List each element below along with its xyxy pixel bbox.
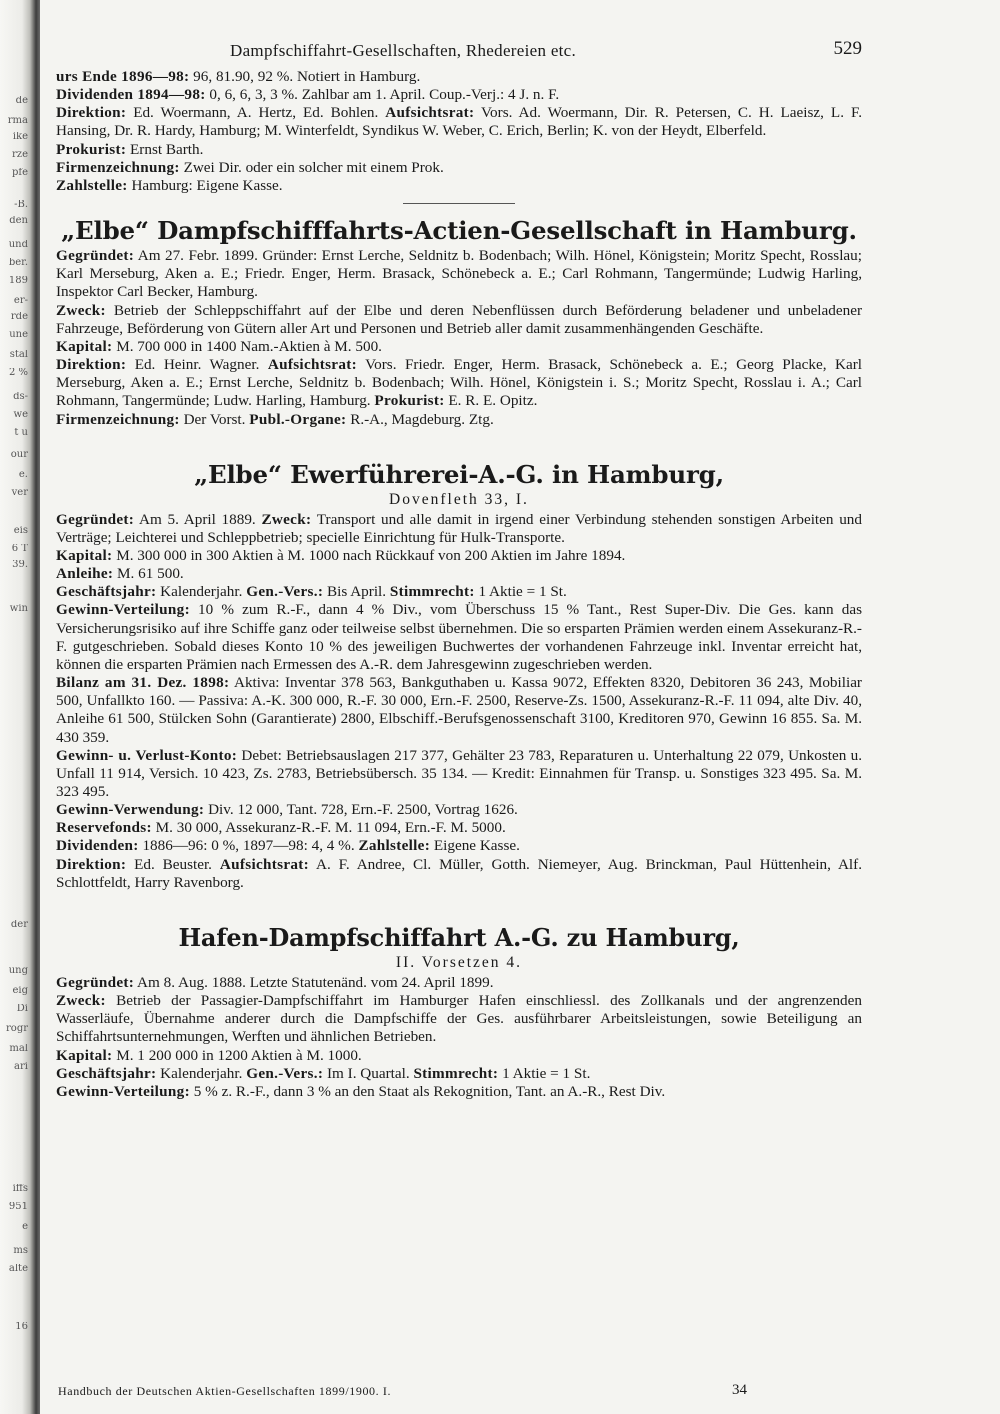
field-text: 5 % z. R.-F., dann 3 % an den Staat als Rekognition, Tant. an A.-R., Rest Div. — [189, 1082, 666, 1100]
field-text: 10 % zum R.-F., dann 4 % Div., vom Überschuss 15 % Tant., Rest Super-Div. Die Ges. kann das Versicherungsrisiko auf ihre Schiffe ganz oder teilweise selbst übernehmen. Die so ersparten Prämien werden einem Assekuranz-R.-F. gutgeschrieben. Sobald dieses Konto 10 % des jeweiligen Buchwertes der vorhandenen Fahrzeuge inkl. Inventar erreicht hat, können die ersparten Prämien nach Ermessen des A.-R. dem Jahresgewinn zugeschrieben werden. — [56, 601, 862, 673]
company-entry — [56, 459, 862, 892]
entry-paragraph — [56, 601, 862, 674]
field-text: 1886—96: 0 %, 1897—98: 4, 4 %. — [138, 837, 359, 855]
field-text: Eigene Kasse. — [430, 837, 520, 855]
field-label: Stimmrecht: — [389, 583, 475, 601]
gutter-fragment: ber. — [8, 258, 28, 268]
gutter-fragment: den — [9, 216, 28, 226]
field-label: Zweck: — [56, 301, 106, 319]
field-text: E. R. E. Opitz. — [444, 392, 538, 410]
field-text: Aktiva: Inventar 378 563, Bankguthaben u. Kassa 9072, Effekten 8320, Debitoren 36 243, Mobiliar 500, Unfallkto 160. — Passiva: A.-K. 300 000, R.-F. 30 000, Ern.-F. 2500, Reserve-Zs. 1500, Assekuranz-R.-F. 11 094, alte Div. 40, Anleihe 61 500, Stülcken Sohn (Garantierate) 2800, Elbschiff.-Berufsgenossenschaft 3100, Kreditoren 970, Gewinn 16 855. Sa. M. 430 359. — [56, 674, 862, 746]
entry-paragraph — [56, 583, 862, 601]
gutter-fragment: une — [9, 330, 28, 340]
field-text: Ernst Barth. — [126, 140, 204, 158]
field-label: Gegründet: — [56, 247, 135, 265]
field-text: R.-A., Magdeburg. Ztg. — [346, 410, 494, 428]
field-label: Reservefonds: — [56, 819, 152, 837]
field-text: Kalenderjahr. — [156, 1064, 247, 1082]
gutter-fragment: 2 % — [8, 368, 28, 378]
field-text: A. F. Andree, Cl. Müller, Gotth. Niemeyer, Aug. Brinckman, Paul Hüttenhein, Alf. Schlottfeldt, Harry Ravenborg. — [56, 855, 863, 891]
field-label: Prokurist: — [374, 392, 445, 410]
field-label: Kapital: — [56, 1046, 113, 1064]
field-label: Direktion: — [56, 855, 127, 873]
entry-paragraph — [56, 992, 862, 1046]
gutter-fragment: e. — [18, 470, 28, 480]
field-text: Ed. Woermann, A. Hertz, Ed. Bohlen. — [126, 104, 386, 122]
company-entry — [56, 215, 862, 429]
field-label: Dividenden: — [56, 837, 139, 855]
field-label: Kapital: — [56, 546, 113, 564]
entry-paragraph — [56, 511, 862, 547]
entry-paragraph — [56, 247, 862, 301]
entry-paragraph — [56, 1065, 862, 1083]
gutter-fragment: win — [9, 604, 28, 614]
field-text: M. 700 000 in 1400 Nam.-Aktien à M. 500. — [112, 337, 382, 355]
field-label: urs Ende 1896—98: — [56, 68, 190, 85]
gutter-fragment: stal — [9, 350, 28, 360]
field-text: Betrieb der Schleppschiffahrt auf der Elbe und deren Nebenflüssen durch Beförderung beladener und unbeladener Fahrzeuge, Beförderung von Gütern aller Art und Personen und Betrieb aller damit zusammenhängenden Geschäfte. — [56, 301, 862, 337]
entry-paragraph — [56, 104, 862, 140]
field-text: Transport und alle damit in irgend einer Verbindung stehenden sonstigen Arbeiten und Verträge; Leichterei und Schleppbetrieb; specielle Einrichtung für Hulk-Transporte. — [56, 510, 862, 546]
gutter-fragment: our — [10, 450, 28, 460]
field-label: Geschäftsjahr: — [56, 583, 157, 601]
gutter-fragment: der — [10, 920, 28, 930]
entry-paragraph — [56, 547, 862, 565]
running-head-title: Dampfschiffahrt-Gesellschaften, Rhedereien etc. — [230, 41, 577, 60]
field-text: Der Vorst. — [179, 410, 250, 428]
field-text: 1 Aktie = 1 St. — [498, 1064, 591, 1082]
gutter-fragment: pfe — [11, 168, 28, 178]
field-label: Zahlstelle: — [358, 837, 431, 855]
entry-continuation — [56, 68, 862, 195]
field-text: M. 1 200 000 in 1200 Aktien à M. 1000. — [112, 1046, 362, 1064]
entry-paragraph — [56, 837, 862, 855]
field-label: Firmenzeichnung: — [56, 410, 180, 428]
field-label: Direktion: — [56, 104, 127, 122]
field-label: Gewinn-Verteilung: — [56, 1082, 190, 1100]
gutter-fragment: 951 — [8, 1202, 28, 1212]
company-entry — [56, 922, 862, 1101]
field-label: Kapital: — [56, 337, 113, 355]
field-text: Am 27. Febr. 1899. Gründer: Ernst Lerche, Seldnitz b. Bodenbach; Wilh. Hönel, Königstein; Moritz Specht, Rosslau; Karl Merseburg, Aken a. E.; Friedr. Enger, Herm. Brasack, Schönebeck a. E.; Carl Rohmann, Tangermünde; Ludwig Harling, Inspektor Carl Becker, Hamburg. — [56, 247, 862, 301]
gutter-fragment: 189 — [8, 276, 28, 286]
gutter-fragment: 16 — [15, 1322, 28, 1332]
field-text: Ed. Heinr. Wagner. — [126, 356, 268, 374]
company-address: II. Vorsetzen 4. — [395, 953, 523, 971]
field-text: M. 30 000, Assekuranz-R.-F. M. 11 094, Ern.-F. M. 5000. — [151, 819, 506, 837]
field-text: Kalenderjahr. — [156, 583, 247, 601]
field-label: Gegründet: — [56, 973, 135, 991]
field-text: Vors. Friedr. Enger, Herm. Brasack, Schönebeck a. E.; Georg Placke, Karl Merseburg, Aken a. E.; Ernst Lerche, Seldnitz b. Bodenbach; Wilh. Hönel, Königstein i. S.; Moritz Specht, Rosslau i. A.; Carl Rohmann, Tangermünde; Ludw. Harling, Hamburg. — [56, 356, 862, 410]
running-head — [56, 34, 862, 68]
field-label: Zweck: — [56, 992, 106, 1010]
field-label: Gewinn-Verwendung: — [56, 801, 205, 819]
gutter-fragment: eis — [13, 526, 28, 536]
page — [56, 34, 862, 1101]
section-divider — [403, 203, 515, 204]
field-text: Ed. Beuster. — [126, 855, 220, 873]
gutter-fragment: alte — [8, 1264, 28, 1274]
field-text: Am 5. April 1889. — [134, 510, 262, 528]
gutter-fragment: t u — [14, 428, 28, 438]
field-text: 96, 81.90, 92 %. Notiert in Hamburg. — [189, 68, 421, 85]
field-label: Aufsichtsrat: — [385, 104, 475, 122]
entry-paragraph — [56, 565, 862, 583]
field-label: Dividenden 1894—98: — [56, 86, 206, 104]
entry-paragraph — [56, 674, 862, 747]
field-label: Geschäftsjahr: — [56, 1064, 157, 1082]
page-footer — [58, 1384, 758, 1399]
gutter-fragment: ms — [13, 1246, 28, 1256]
gutter-fragment: de — [15, 96, 28, 106]
field-label: Gegründet: — [56, 510, 135, 528]
entry-paragraph — [56, 177, 862, 195]
field-label: Direktion: — [56, 356, 127, 374]
entry-paragraph — [56, 411, 862, 429]
gutter-fragment: rogr — [6, 1024, 28, 1034]
signature-mark: 34 — [732, 1382, 747, 1398]
field-label: Prokurist: — [56, 140, 127, 158]
gutter-fragment: 39. — [12, 560, 28, 570]
entry-paragraph — [56, 1047, 862, 1065]
gutter-fragment: rma — [7, 116, 28, 126]
entry-paragraph — [56, 974, 862, 992]
field-label: Gen.-Vers.: — [246, 1064, 324, 1082]
entry-paragraph — [56, 86, 862, 104]
field-text: 1 Aktie = 1 St. — [474, 583, 567, 601]
gutter-fragment: eig — [12, 986, 28, 996]
gutter-fragment: 6 T — [11, 544, 28, 554]
entry-paragraph — [56, 819, 862, 837]
gutter-fragment: und — [8, 240, 28, 250]
field-text: Im I. Quartal. — [323, 1064, 414, 1082]
entry-paragraph — [56, 801, 862, 819]
field-text: Am 8. Aug. 1888. Letzte Statutenänd. vom 24. April 1899. — [134, 973, 494, 991]
field-label: Firmenzeichnung: — [56, 158, 180, 176]
entry-paragraph — [56, 302, 862, 338]
gutter-fragment: iffs — [12, 1184, 28, 1194]
gutter-fragment: er- — [13, 296, 28, 306]
gutter-fragment: ari — [14, 1062, 28, 1072]
gutter-fragment: e — [22, 1222, 28, 1232]
entry-paragraph — [56, 356, 862, 410]
field-text: Bis April. — [323, 583, 390, 601]
field-text: M. 61 500. — [113, 565, 184, 583]
company-address: Dovenfleth 33, I. — [389, 490, 529, 508]
entry-paragraph — [56, 747, 862, 801]
entry-paragraph — [56, 338, 862, 356]
gutter-fragment: Di — [16, 1004, 28, 1014]
footer-imprint: Handbuch der Deutschen Aktien-Gesellschaften 1899/1900. I. — [58, 1384, 392, 1398]
entry-paragraph — [56, 141, 862, 159]
field-label: Aufsichtsrat: — [267, 356, 357, 374]
field-label: Zahlstelle: — [56, 176, 128, 194]
field-text: M. 300 000 in 300 Aktien à M. 1000 nach Rückkauf von 200 Aktien im Jahre 1894. — [112, 546, 626, 564]
gutter-fragment: we — [13, 410, 28, 420]
gutter-fragment: ike — [12, 132, 28, 142]
gutter-fragment: rze — [12, 150, 28, 160]
entry-paragraph — [56, 1083, 862, 1101]
field-label: Publ.-Organe: — [249, 410, 347, 428]
field-text: 0, 6, 6, 3, 3 %. Zahlbar am 1. April. Coup.-Verj.: 4 J. n. F. — [205, 86, 560, 104]
field-label: Zweck: — [261, 510, 312, 528]
field-text: Hamburg: Eigene Kasse. — [127, 176, 283, 194]
field-label: Bilanz am 31. Dez. 1898: — [56, 674, 230, 692]
field-label: Aufsichtsrat: — [219, 855, 309, 873]
page-number: 529 — [833, 38, 862, 59]
entry-paragraph — [56, 159, 862, 177]
field-label: Gewinn- u. Verlust-Konto: — [56, 746, 238, 764]
field-text: Zwei Dir. oder ein solcher mit einem Prok. — [179, 158, 444, 176]
gutter-fragment: ver — [11, 488, 28, 498]
field-text: Div. 12 000, Tant. 728, Ern.-F. 2500, Vortrag 1626. — [204, 801, 518, 819]
entry-paragraph — [56, 856, 862, 892]
gutter-fragment: ung — [8, 966, 28, 976]
gutter-fragment: rde — [10, 312, 28, 322]
field-label: Gewinn-Verteilung: — [56, 601, 190, 619]
field-label: Gen.-Vers.: — [246, 583, 324, 601]
company-title: „Elbe“ Ewerführerei-A.-G. in Hamburg, — [194, 459, 724, 489]
gutter-fragment: -B. — [14, 200, 28, 210]
gutter-fragment: mal — [9, 1044, 28, 1054]
field-text: Betrieb der Passagier-Dampfschiffahrt im Hamburger Hafen einschliessl. des Zollkanals und der angrenzenden Wasserläufe, Übernahme anderer durch die Dampfschiffe der Ges. ausführbarer Arbeitsleistungen, sowie Beteiligung an Schiffahrtsunternehmungen, Werften und ähnlichen Betrieben. — [56, 992, 862, 1046]
gutter-fragment: ds- — [13, 392, 28, 402]
field-text: Vors. Ad. Woermann, Dir. R. Petersen, C. H. Laeisz, L. F. Hansing, Dr. R. Hardy, Hamburg; M. Winterfeldt, Syndikus W. Weber, C. Erich, Berlin; K. von der Heydt, Elberfeld. — [56, 104, 862, 140]
field-label: Anleihe: — [56, 565, 114, 583]
company-title: „Elbe“ Dampfschifffahrts-Actien-Gesellschaft in Hamburg. — [61, 216, 857, 246]
field-text: Debet: Betriebsauslagen 217 377, Gehälter 23 783, Reparaturen u. Unterhaltung 22 079, Unkosten u. Unfall 11 914, Versich. 10 423, Zs. 2783, Betriebsübersch. 35 134. — Kredit: Einnahmen für Transp. u. Sonstiges 323 495. Sa. M. 323 495. — [56, 746, 862, 800]
company-title: Hafen-Dampfschiffahrt A.-G. zu Hamburg, — [178, 922, 740, 952]
field-label: Stimmrecht: — [413, 1064, 499, 1082]
entry-paragraph — [56, 68, 862, 86]
